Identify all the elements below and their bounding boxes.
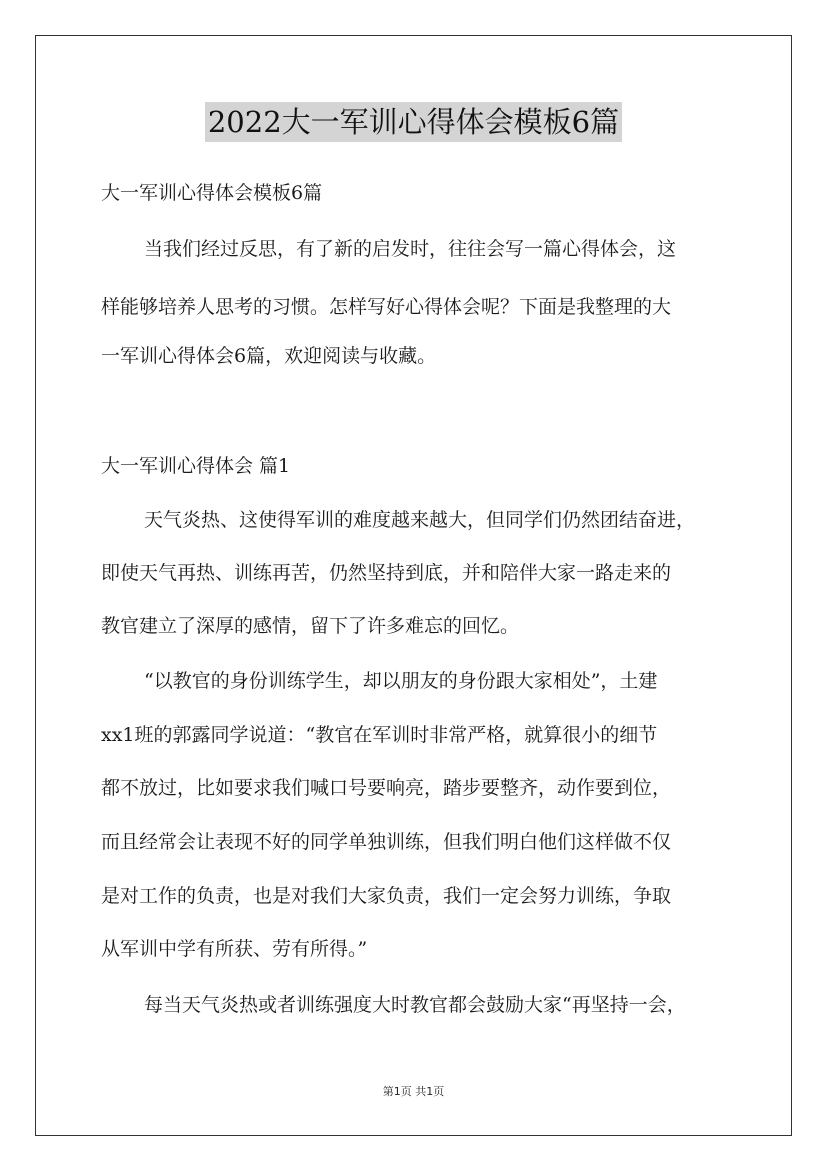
paragraph-line: 而且经常会让表现不好的同学单独训练，但我们明白他们这样做不仅 [101, 831, 672, 853]
paragraph-line: xx1班的郭露同学说道：“教官在军训时非常严格，就算很小的细节 [101, 724, 658, 746]
paragraph-line: 天气炎热、这使得军训的难度越来越大，但同学们仍然团结奋进， [144, 509, 696, 531]
paragraph-line: 样能够培养人思考的习惯。怎样写好心得体会呢？下面是我整理的大 [101, 296, 672, 318]
document-subtitle: 大一军训心得体会模板6篇 [101, 182, 323, 204]
title-container [0, 102, 827, 142]
paragraph-line: 教官建立了深厚的感情，留下了许多难忘的回忆。 [101, 615, 520, 637]
section-heading: 大一军训心得体会 篇1 [101, 455, 291, 477]
paragraph-line: 当我们经过反思，有了新的启发时，往往会写一篇心得体会，这 [144, 238, 677, 260]
page-footer: 第1页 共1页 [382, 1085, 445, 1098]
document-title: 2022大一军训心得体会模板6篇 [205, 102, 622, 142]
paragraph-line: 是对工作的负责，也是对我们大家负责，我们一定会努力训练，争取 [101, 885, 672, 907]
paragraph-line: 从军训中学有所获、劳有所得。” [101, 938, 368, 960]
paragraph-line: 即使天气再热、训练再苦，仍然坚持到底，并和陪伴大家一路走来的 [101, 562, 672, 584]
paragraph-line: “以教官的身份训练学生，却以朋友的身份跟大家相处”，土建 [144, 670, 658, 692]
paragraph-line: 每当天气炎热或者训练强度大时教官都会鼓励大家“再坚持一会， [144, 994, 686, 1016]
paragraph-line: 一军训心得体会6篇，欢迎阅读与收藏。 [101, 345, 437, 367]
paragraph-line: 都不放过，比如要求我们喊口号要响亮，踏步要整齐，动作要到位， [101, 777, 672, 799]
